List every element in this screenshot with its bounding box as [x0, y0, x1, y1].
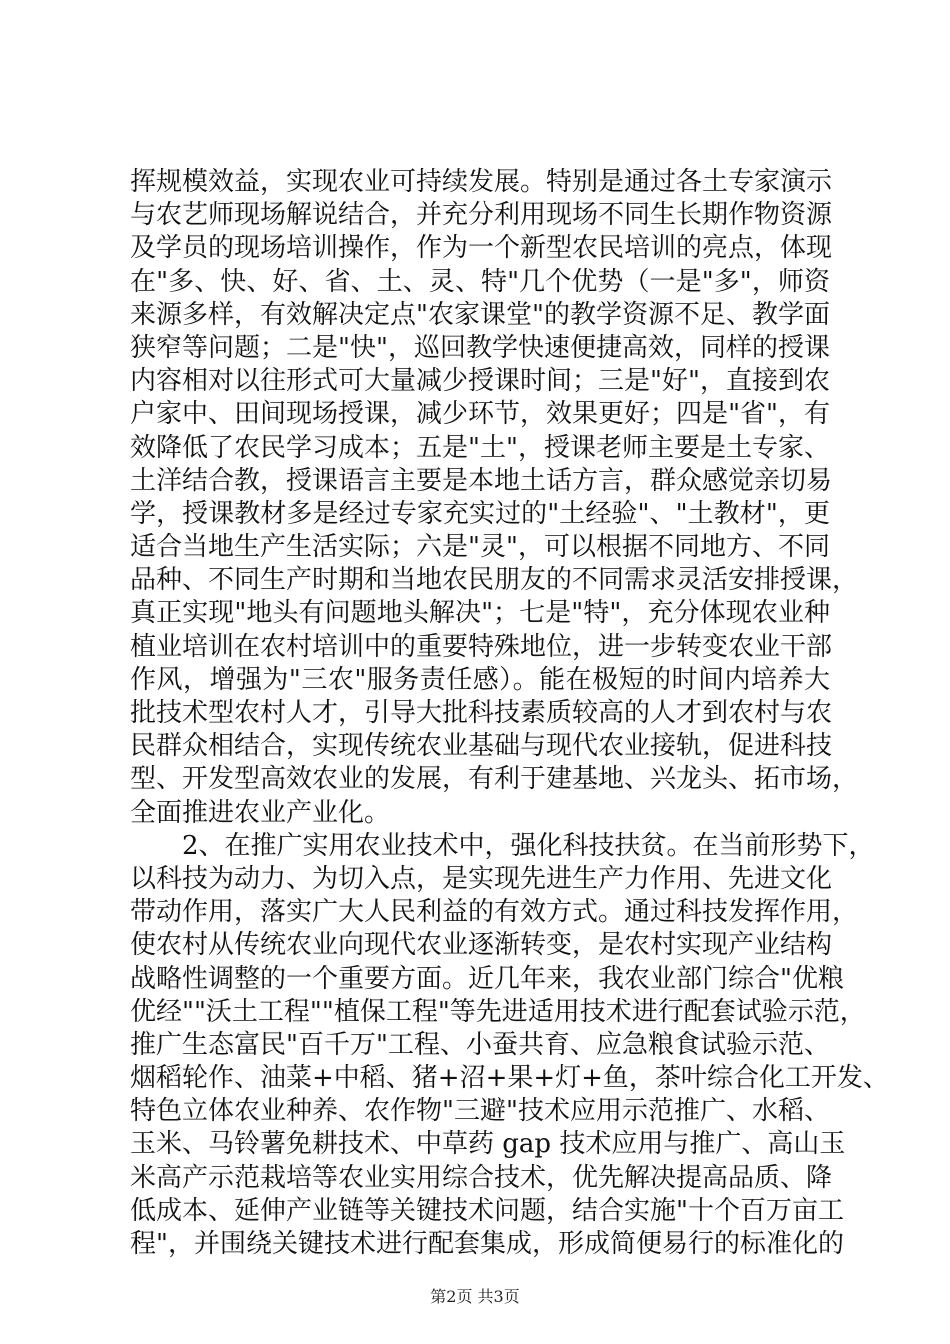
text-line: 批技术型农村人才，引导大批科技素质较高的人才到农村与农 — [130, 698, 833, 728]
text-line: 在"多、快、好、省、土、灵、特"几个优势（一是"多"，师资 — [130, 266, 830, 297]
text-line: 型、开发型高效农业的发展，有利于建基地、兴龙头、拓市场， — [130, 764, 859, 795]
text-line: 全面推进农业产业化。 — [130, 797, 391, 828]
text-line: 米高产示范栽培等农业实用综合技术，优先解决提高品质、降 — [130, 1162, 833, 1193]
text-line: 狭窄等问题；二是"快"，巡回教学快速便捷高效，同样的授课 — [130, 332, 830, 363]
paragraph-2 — [130, 830, 889, 1261]
text-line: 内容相对以往形式可大量减少授课时间；三是"好"，直接到农 — [130, 366, 830, 397]
text-line: 带动作用，落实广大人民利益的有效方式。通过科技发挥作用， — [130, 897, 859, 928]
text-line: 2、在推广实用农业技术中，强化科技扶贫。在当前形势下， — [130, 830, 875, 861]
text-line: 真正实现"地头有问题地头解决"；七是"特"，充分体现农业种 — [130, 598, 830, 629]
text-line: 土洋结合教，授课语言主要是本地土话方言，群众感觉亲切易 — [130, 465, 833, 496]
page-footer — [0, 1284, 950, 1307]
text-line: 作风，增强为"三农"服务责任感）。能在极短的时间内培养大 — [130, 664, 830, 695]
text-line: 使农村从传统农业向现代农业逐渐转变，是农村实现产业结构 — [130, 930, 833, 961]
text-line: 以科技为动力、为切入点，是实现先进生产力作用、先进文化 — [130, 863, 833, 894]
text-line: 推广生态富民"百千万"工程、小蚕共育、应急粮食试验示范、 — [130, 1029, 830, 1060]
text-line: 烟稻轮作、油菜+中稻、猪+沼+果+灯+鱼，茶叶综合化工开发、 — [130, 1063, 889, 1094]
text-line: 民群众相结合，实现传统农业基础与现代农业接轨，促进科技 — [130, 731, 833, 762]
document-body — [130, 166, 889, 1261]
text-line: 植业培训在农村培训中的重要特殊地位，进一步转变农业干部 — [130, 631, 833, 662]
page-number: 第2页 共3页 — [430, 1287, 520, 1306]
text-line: 学，授课教材多是经过专家充实过的"土经验"、"土教材"，更 — [130, 498, 830, 529]
text-line: 与农艺师现场解说结合，并充分利用现场不同生长期作物资源 — [130, 200, 833, 231]
text-line: 户家中、田间现场授课，减少环节，效果更好；四是"省"，有 — [130, 399, 830, 430]
text-line: 来源多样，有效解决定点"农家课堂"的教学资源不足、教学面 — [130, 299, 830, 330]
text-line: 低成本、延伸产业链等关键技术问题，结合实施"十个百万亩工 — [130, 1195, 844, 1226]
text-line: 效降低了农民学习成本；五是"土"，授课老师主要是土专家、 — [130, 432, 830, 463]
text-line: 品种、不同生产时期和当地农民朋友的不同需求灵活安排授课， — [130, 565, 859, 596]
text-line: 战略性调整的一个重要方面。近几年来，我农业部门综合"优粮 — [130, 963, 844, 994]
text-line: 特色立体农业种养、农作物"三避"技术应用示范推广、水稻、 — [130, 1096, 830, 1127]
text-line: 适合当地生产生活实际；六是"灵"，可以根据不同地方、不同 — [130, 532, 830, 563]
text-line: 玉米、马铃薯免耕技术、中草药 gap 技术应用与推广、高山玉 — [130, 1129, 846, 1160]
paragraph-1 — [130, 166, 859, 830]
text-line: 优经""沃土工程""植保工程"等先进适用技术进行配套试验示范， — [130, 996, 866, 1027]
text-line: 及学员的现场培训操作，作为一个新型农民培训的亮点，体现 — [130, 233, 833, 264]
text-line: 程"，并围绕关键技术进行配套集成，形成简便易行的标准化的 — [130, 1229, 844, 1259]
text-line: 挥规模效益，实现农业可持续发展。特别是通过各土专家演示 — [130, 167, 833, 197]
